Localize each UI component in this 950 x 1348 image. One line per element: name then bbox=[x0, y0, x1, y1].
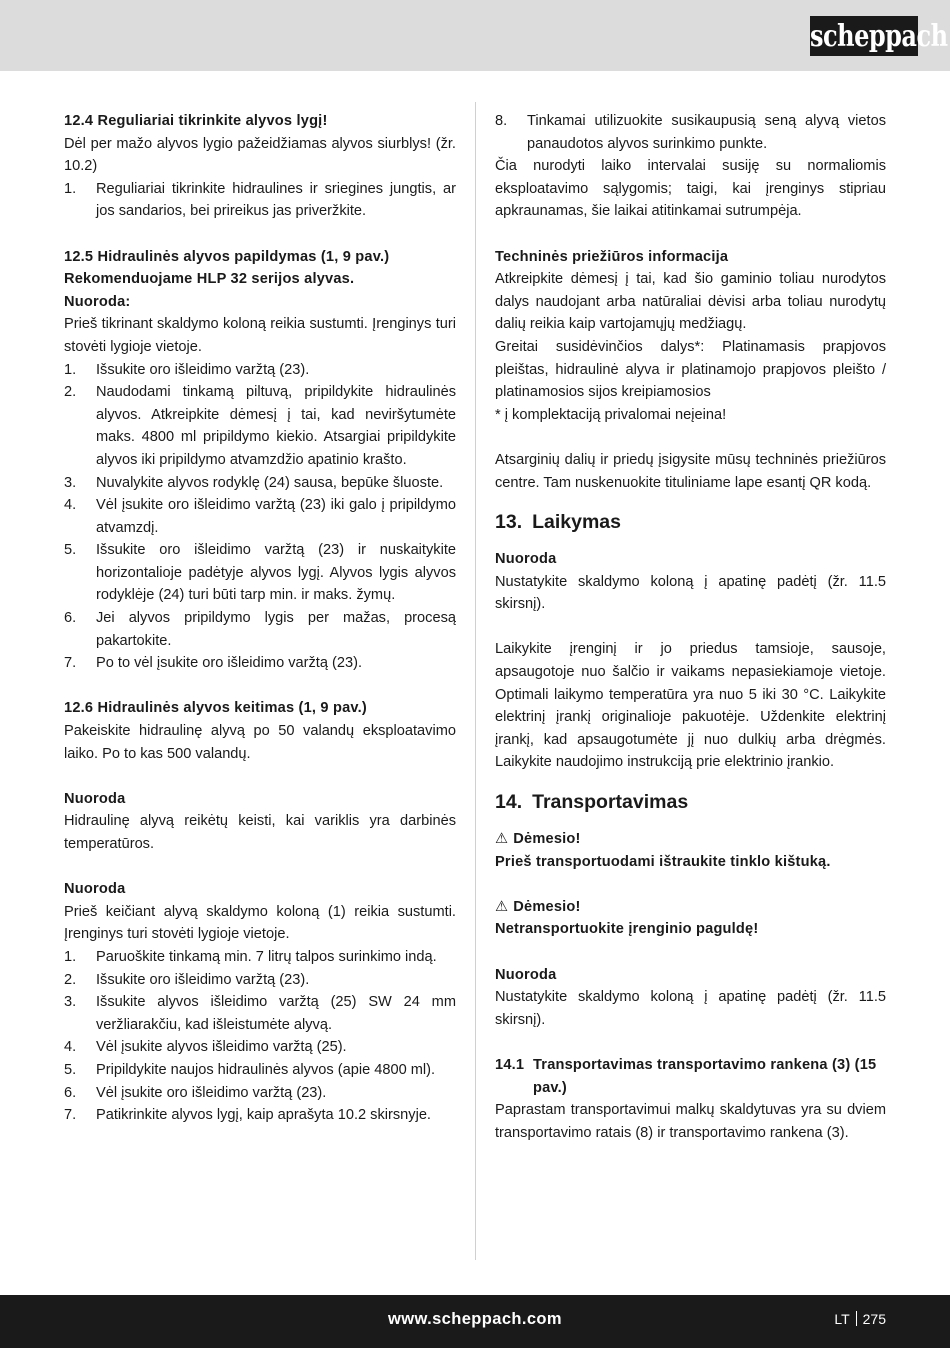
list-item-number: 6. bbox=[64, 1084, 77, 1101]
note-2-label: Nuoroda bbox=[64, 881, 126, 898]
list-item-text: Paruoškite tinkamą min. 7 litrų talpos surinkimo indą. bbox=[96, 948, 437, 965]
list-item-text: Patikrinkite alyvos lygį, kaip aprašyta 10.2 skirsnyje. bbox=[96, 1107, 431, 1124]
section-12-6-intro: Pakeiskite hidraulinę alyvą po 50 valandų eksploatavimo laiko. Po to kas 500 valandų. bbox=[64, 723, 456, 762]
list-item bbox=[495, 110, 886, 155]
list-item bbox=[64, 607, 456, 652]
note-1-text: Hidraulinę alyvą reikėtų keisti, kai variklis yra darbinės temperatūros. bbox=[64, 813, 456, 852]
list-item-number: 7. bbox=[64, 655, 77, 672]
list-item-text: Pripildykite naujos hidraulinės alyvos (apie 4800 ml). bbox=[96, 1061, 436, 1078]
list-item-text: Nuvalykite alyvos rodyklę (24) sausa, bepūke šluoste. bbox=[96, 474, 444, 491]
list-item bbox=[64, 969, 456, 992]
language-code: LT bbox=[834, 1311, 850, 1327]
list-item-text: Tinkamai utilizuokite susikaupusią seną alyvą vietos panaudotos alyvos surinkimo punkte. bbox=[527, 113, 886, 152]
section-12-5-note: Prieš tikrinant skaldymo koloną reikia sustumti. Įrenginys turi stovėti lygioje vietoje. bbox=[64, 316, 456, 355]
section-13-note-label: Nuoroda bbox=[495, 551, 557, 568]
warning-1-text: Prieš transportuodami ištraukite tinklo kištuką. bbox=[495, 853, 831, 870]
section-14-note-label: Nuoroda bbox=[495, 966, 557, 983]
list-item bbox=[64, 359, 456, 382]
wear-parts-footnote: * į komplektaciją privalomai neįeina! bbox=[495, 406, 727, 423]
list-item-text: Vėl įsukite oro išleidimo varžtą (23) iki galo į pripildymo atvamzdį. bbox=[96, 497, 456, 536]
note-1-label: Nuoroda bbox=[64, 790, 126, 807]
list-item bbox=[64, 1059, 456, 1082]
page-header bbox=[0, 0, 950, 71]
list-item-number: 4. bbox=[64, 497, 77, 514]
section-13-note: Nustatykite skaldymo koloną į apatinę padėtį (žr. 11.5 skirsnį). bbox=[495, 573, 886, 613]
section-14-note: Nustatykite skaldymo koloną į apatinę padėtį (žr. 11.5 skirsnį). bbox=[495, 989, 886, 1028]
section-12-5-list bbox=[64, 359, 456, 675]
list-item-number: 3. bbox=[64, 474, 77, 491]
list-item-number: 1. bbox=[64, 361, 77, 378]
section-14-title: 14. Transportavimas bbox=[495, 791, 689, 814]
section-12-4-intro: Dėl per mažo alyvos lygio pažeidžiamas alyvos siurblys! (žr. 10.2) bbox=[64, 135, 456, 175]
section-12-5-note-label: Nuoroda: bbox=[64, 293, 131, 310]
list-item bbox=[64, 178, 456, 223]
list-item-number: 1. bbox=[64, 180, 77, 197]
list-item bbox=[64, 1082, 456, 1105]
list-item bbox=[64, 946, 456, 969]
warning-icon: ⚠ bbox=[495, 898, 509, 915]
section-13-title: 13. Laikymas bbox=[495, 511, 622, 534]
list-item bbox=[64, 1036, 456, 1059]
section-14-1-title: 14.1 Transportavimas transportavimo rankena (3) (15 pav.) bbox=[495, 1056, 877, 1096]
list-item bbox=[64, 494, 456, 539]
section-12-6-title: 12.6 Hidraulinės alyvos keitimas (1, 9 pav.) bbox=[64, 700, 367, 717]
section-12-5-title: 12.5 Hidraulinės alyvos papildymas (1, 9 pav.) bbox=[64, 248, 390, 265]
section-12-4-title: 12.4 Reguliariai tikrinkite alyvos lygį! bbox=[64, 113, 328, 129]
list-item-number: 8. bbox=[495, 113, 508, 129]
list-item-number: 7. bbox=[64, 1107, 77, 1124]
section-13-text: Laikykite įrenginį ir jo priedus tamsioje, sausoje, apsaugotoje nuo šalčio ir vaikams nepasiekiamoje vietoje. Optimali laikymo temperatūra yra nuo 5 iki 30 °C. Laikykite elektrinį įrankį originalioje pakuotėje. Uždenkite elektrinį įrankį, kad apsaugotumėte jį nuo dulkių arba drėgmės. Laikykite naudojimo instrukciją prie elektrinio įrankio. bbox=[495, 641, 886, 771]
list-item-text: Išsukite oro išleidimo varžtą (23). bbox=[96, 361, 310, 378]
list-item bbox=[64, 652, 456, 675]
wear-parts-text: Greitai susidėvinčios dalys*: Platinamasis prapjovos pleištas, hidraulinė alyva ir platinamojo prapjovos pleišto / platinamosios sijos kreipiamosios bbox=[495, 338, 886, 401]
list-item-text: Vėl įsukite oro išleidimo varžtą (23). bbox=[96, 1084, 327, 1101]
list-item-text: Išsukite oro išleidimo varžtą (23). bbox=[96, 971, 310, 988]
list-item-text: Išsukite oro išleidimo varžtą (23) ir nuskaitykite horizontalioje padėtyje alyvos lygį. Alyvos lygis alyvos rodyklėje (24) turi būti tarp min. ir maks. žymų. bbox=[96, 542, 456, 604]
warning-1-label: ⚠ Dėmesio! bbox=[495, 831, 581, 848]
list-item-text: Reguliariai tikrinkite hidraulines ir sriegines jungtis, ar jos sandarios, bei prireikus jas priveržkite. bbox=[96, 180, 456, 220]
list-item-number: 6. bbox=[64, 610, 77, 627]
page-number bbox=[834, 1311, 886, 1327]
list-item bbox=[64, 991, 456, 1036]
column-divider bbox=[475, 102, 476, 1260]
section-12-5-subtitle: Rekomenduojame HLP 32 serijos alyvas. bbox=[64, 271, 355, 288]
list-item-number: 5. bbox=[64, 542, 77, 559]
interval-text: Čia nurodyti laiko intervalai susiję su normaliomis eksploatavimo sąlygomis; taigi, kai įrenginys stipriau apkraunamas, šie laikai atitinkamai sutrumpėja. bbox=[495, 158, 886, 220]
section-12-6-list bbox=[64, 946, 456, 1127]
section-12-4-list bbox=[64, 178, 456, 223]
page-footer bbox=[0, 1295, 950, 1348]
warning-2-label: ⚠ Dėmesio! bbox=[495, 898, 581, 915]
list-item bbox=[64, 381, 456, 471]
service-info-text: Atkreipkite dėmesį į tai, kad šio gaminio toliau nurodytos dalys naudojant arba natūraliai dėvisi arba toliau nurodytų dalių reikia kaip vartojamųjų medžiagų. bbox=[495, 271, 886, 333]
list-item-number: 3. bbox=[64, 994, 77, 1011]
list-item bbox=[64, 539, 456, 607]
list-item-text: Po to vėl įsukite oro išleidimo varžtą (23). bbox=[96, 655, 363, 672]
list-item-text: Naudodami tinkamą piltuvą, pripildykite hidraulinės alyvos. Atkreipkite dėmesį į tai, kad neviršytumėte maks. 4800 ml pripildymo kiekio. Atsargiai pripildykite alyvos iki pripildymo atvamzdžio apatinio krašto. bbox=[96, 384, 456, 468]
list-item bbox=[64, 1104, 456, 1127]
warning-icon: ⚠ bbox=[495, 831, 509, 848]
right-column bbox=[495, 110, 886, 1144]
list-item-number: 5. bbox=[64, 1061, 77, 1078]
list-item-number: 4. bbox=[64, 1039, 77, 1056]
list-item-number: 2. bbox=[64, 384, 77, 401]
list-item-number: 2. bbox=[64, 971, 77, 988]
list-item-text: Jei alyvos pripildymo lygis per mažas, procesą pakartokite. bbox=[96, 610, 456, 649]
service-info-title: Techninės priežiūros informacija bbox=[495, 248, 729, 265]
list-item-text: Vėl įsukite alyvos išleidimo varžtą (25). bbox=[96, 1039, 347, 1056]
warning-2-text: Netransportuokite įrenginio paguldę! bbox=[495, 921, 759, 938]
note-2-text: Prieš keičiant alyvą skaldymo koloną (1) reikia sustumti. Įrenginys turi stovėti lygioje vietoje. bbox=[64, 903, 456, 943]
brand-logo: scheppach bbox=[810, 16, 918, 56]
list-item bbox=[64, 472, 456, 495]
page-number-value: 275 bbox=[862, 1311, 886, 1327]
section-14-1-text: Paprastam transportavimui malkų skaldytuvas yra su dviem transportavimo ratais (8) ir transportavimo rankena (3). bbox=[495, 1102, 886, 1141]
spare-parts-text: Atsarginių dalių ir priedų įsigysite mūsų techninės priežiūros centre. Tam nuskenuokite tituliniame lape esantį QR kodą. bbox=[495, 451, 886, 491]
list-item-text: Išsukite alyvos išleidimo varžtą (25) SW 24 mm veržliarakčiu, kad išleistumėte alyvą. bbox=[96, 994, 456, 1033]
website-url: www.scheppach.com bbox=[388, 1310, 562, 1328]
left-column bbox=[64, 110, 456, 1127]
list-item-number: 1. bbox=[64, 948, 77, 965]
